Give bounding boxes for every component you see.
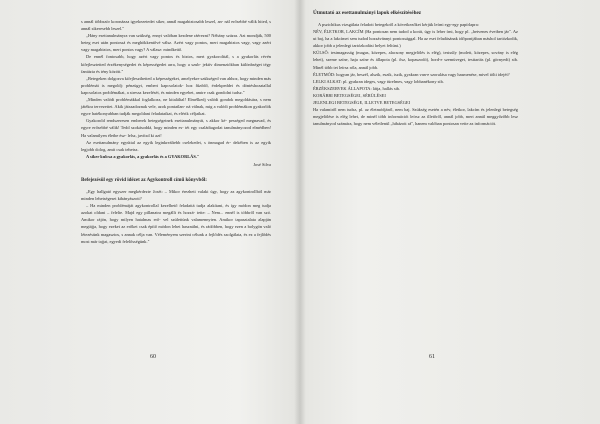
- page-number: 60: [150, 354, 156, 360]
- paragraph: Gyakorold rendszeresen emberek betegségeinek esettanulmányát, s akkor ké- pességed megnavad, és egyre erősebbé válik! Tedd szokásoddá, hogy minden es- tét egy családtagodat tanulmányozod elmédben! Ha valamilyen életbe ész- lelsz, javítsd ki azt!: [81, 118, 271, 138]
- author-name: José Silva: [253, 161, 271, 167]
- paragraph: „Betegeken dolgozva kifejleszthetted a képességeket, amelyekre szükséged van ahhoz, hogy minden más problémát is megoldj: pénzügyi, emberi kapcsolatok- hoz fűződő, érdekpeddei és döntéshozatallal kapcsolatos problémákat, a stressz kezelését, és minden egyebet, amire csak gondolni tudsz.": [81, 75, 271, 95]
- paragraph: „Minden valódi problémákkal foglalkozz, ne kitaláltal! Elmélkedj valódi gondok megoldására, s nem játékra tervezettet. Akik játszadoznak vele, azok pontatlan- ná válnak, mig a valódi problémákon gyakorlók egyre hatékonyabban tudják megoldani feladataikat, és elérik céljaikat.: [81, 97, 271, 117]
- field-description: JELENLEGI BETEGSÉGE, ILLETVE BETEGSÉGEI: [313, 100, 411, 106]
- field-description: ÉLETMÓD: hogyan jár, beszél, alszik, eszik, iszik, gyakran van-e szorulása vagy hasmenése, mivel tölti idejét?: [313, 71, 510, 77]
- section-title: Befejezésül egy rövid idézet az Agykontroll című könyvből:: [81, 177, 207, 183]
- field-description: KORÁBBI BETEGSÉGEI, SÉRÜLÉSEI: [313, 92, 386, 98]
- field-description: LELKI ALKAT: pl. gyakran ideges, vagy türelmes, vagy lobbanékony stb.: [313, 78, 444, 84]
- paragraph: „Hány esettanulmányra van szükség, ennyi valóban kezdene ráérezni? Néhány százra. Azt mondják, 500 beteg eset után pontossá és meghökkentővé válsz. Azért vagy pontos, mert magabiztos vagy, vagy azért vagy magabiztos, mert pontos vagy? A válasz: mindkettő.: [81, 33, 271, 53]
- paragraph: s annál többször koronázza igyekezetedet siker, annál magabiztosabb leszel, an- nál erősebbé válik hited, s annál sikeresebb leszel.": [81, 19, 271, 32]
- paragraph: De ennél fontosabb, hogy azért vagy pontos és biztos, mert gyakorolttál, s a gyakorlás révén kifejlesztetted érzékenységedet és képességedet arra, hogy a szub- jektív dimenziókban különbséget tégy fantázia és tény között.": [81, 54, 271, 74]
- paragraph: – Ha minden problémáját agykontrollal kezelhető feladattá tudja alakítani, és így módon meg tudja azokat oldani – felelte. Majd egy pillanatra megállt és hozzá- tette: – Nem... ennél is többről van szó. Amikor rájön, hogy milyen hatalmas erő- vel születtünk valamennyien. Amikor tapasztalata alapján megtájja, hogy ezeket az erőket csak építő módon lehet használni, és rádöbben, hogy ezen a bolygón való létezésünk magasztos, s annak célja van. Véleményem szerint célunk a fejlődés szolgálata, és ez a fejlődés most már tajjat, egyedi felelősségünk.": [81, 203, 271, 244]
- page-title: Útmutató az esettanulmányi lapok elkészítéséhez: [313, 10, 422, 16]
- paragraph: „Egy hallgató egyszer megkérdezte Josét: – Mikor érezheti valaki úgy, hogy az agykontrollból már minden lehetségeset kibányászott?: [81, 188, 271, 202]
- right-page-text: [313, 9, 518, 127]
- left-page-text: [81, 18, 271, 245]
- field-description: KÜLSŐ: testmagasság (magas, közepes, alacsony megjelölés is elég), testsúly (molett, közepes, sovány is elég lehet), szeme színe, haja színe és állapota (pl. ősz, kopaszodó), hord-e szemüveget, testtartás (pl. görnyedt) stb. Minél több tet leírsz róla, annál jobb.: [313, 50, 518, 70]
- field-description: NÉV, ÉLETKOR, LAKCÍM (Ha pontosan nem tudod a korát, úgy is leher írni, hogy pl. „hetvenes éveiben jár". Az ut baj, ha a lakcímet sem tudod hozzávánnyi pontossággal. Ha az eset feladásának időpontjában máshol tartózkodik, akkor jobb a jelenlegi tartózkodási helyet feltüni.): [313, 29, 518, 49]
- key-quote: A siker kulcsa a gyakorlás, a gyakorlás és a GYAKORLÁS.": [86, 153, 200, 159]
- paragraph: Az esettanulmány egyúttal az egyik leginkreáltebb cselekedet, s önmagad ér- dekében is az egyik legjobb dolog, amit csak tehetsz.: [81, 139, 271, 152]
- page-number: 61: [429, 354, 435, 360]
- paragraph: Ha valamiről nem tudsz, pl. az életmódjáról, nem baj. Szükség esetén a név, életkor, lakcím és jelenlegi betegség megjelölése is elég lehet, de minél több információt leírsz az illetőről, annál jobb, mert annál meggyőzőbb lesz tanulmányod számára, hogy nem véletlenül „hibázott rá", hanem valóban pontosan vette az információt.: [313, 107, 518, 127]
- intro-paragraph: A pszichikus vizsgálata feladott betegekről a következőket kérjük leírni egy-egy papírlapra:: [318, 22, 479, 27]
- field-description: ÉRZÉKSZERVEK ÁLLAPOTA: látja, hallás stb.: [313, 85, 401, 91]
- right-page: [300, 0, 600, 424]
